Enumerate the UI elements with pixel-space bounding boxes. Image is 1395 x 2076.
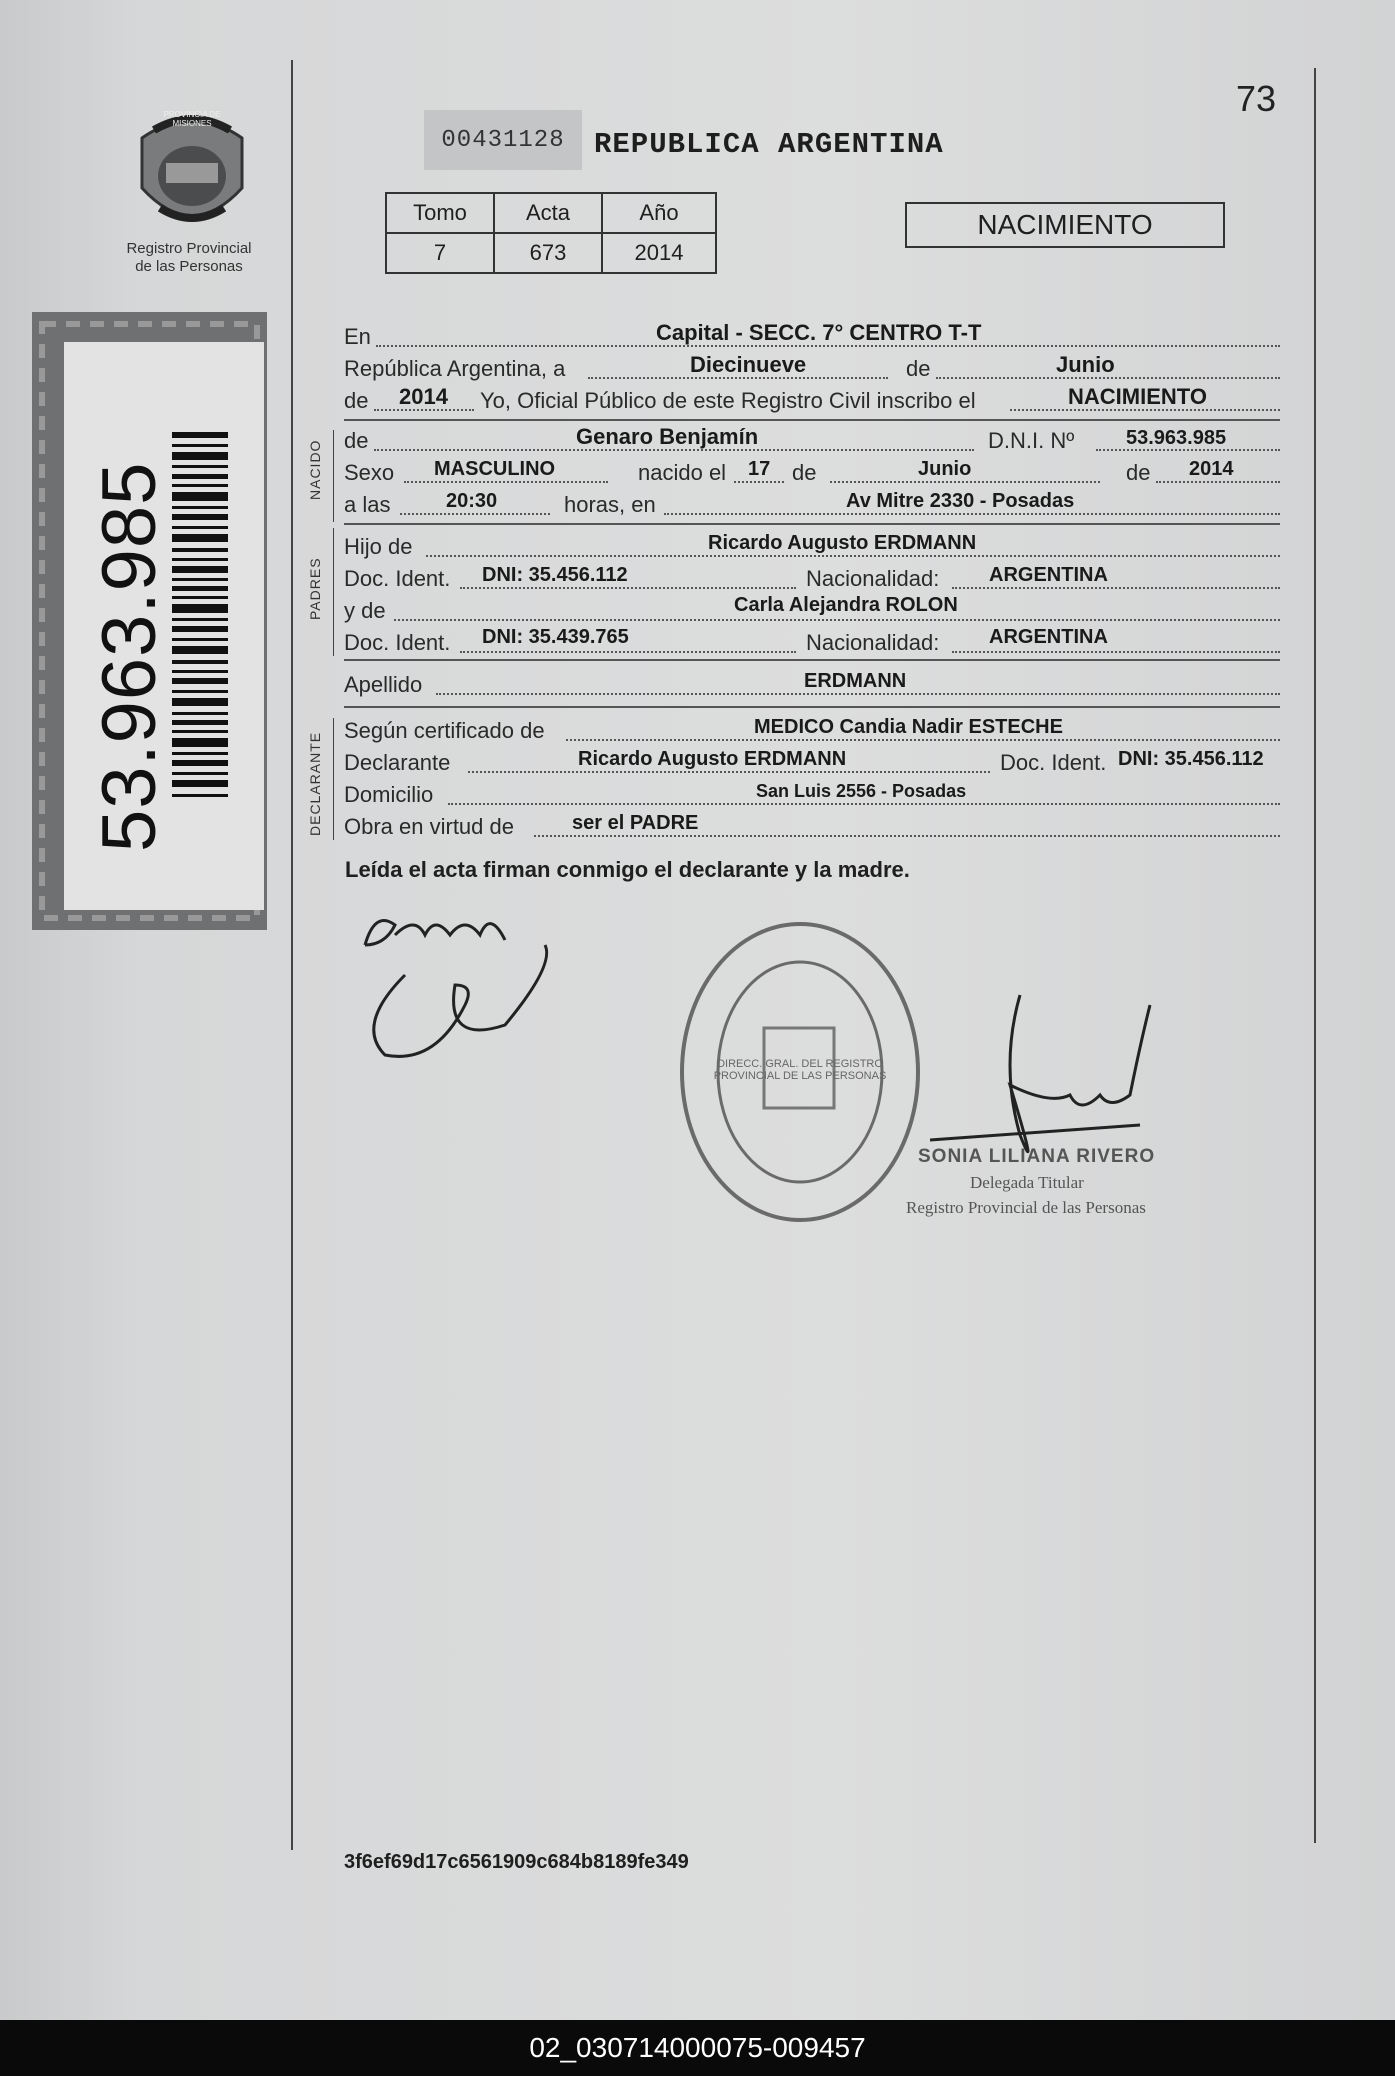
label-de-anio: de	[1126, 460, 1151, 485]
declarante-bracket	[333, 718, 334, 840]
row-padre	[344, 530, 1280, 560]
dotted-line	[460, 587, 796, 589]
label-obra: Obra en virtud de	[344, 814, 514, 839]
country-title: REPUBLICA ARGENTINA	[594, 128, 944, 161]
label-a-las: a las	[344, 492, 391, 517]
official-registry: Registro Provincial de las Personas	[906, 1198, 1146, 1217]
logo-caption	[104, 240, 274, 276]
registry-table-value-row	[386, 233, 716, 273]
label-doc-ident-2: Doc. Ident.	[344, 630, 451, 655]
id-sticker	[32, 312, 267, 930]
left-margin-line	[291, 60, 293, 1850]
label-doc-ident-3: Doc. Ident.	[1000, 750, 1107, 775]
separator	[344, 659, 1280, 661]
dotted-line	[1156, 481, 1280, 483]
col-tomo-header: Tomo	[386, 193, 494, 233]
section-nacido-label: NACIDO	[307, 439, 323, 500]
value-dia-inscripcion: Diecinueve	[690, 352, 807, 377]
stamp-number: 00431128	[424, 110, 582, 170]
label-dni-no: D.N.I. Nº	[988, 428, 1075, 453]
value-obra: ser el PADRE	[572, 812, 699, 834]
label-sexo: Sexo	[344, 460, 395, 485]
label-horas-en: horas, en	[564, 492, 656, 517]
footer-id: 02_030714000075-009457	[0, 2020, 1395, 2076]
official-title: Delegada Titular	[970, 1173, 1084, 1192]
row-fecha-inscripcion	[344, 352, 1280, 382]
logo-caption-line-2: de las Personas	[135, 258, 243, 275]
dotted-line	[400, 513, 550, 515]
row-nombre	[344, 424, 1280, 454]
reading-statement: Leída el acta firman conmigo el declarante y la madre.	[345, 857, 910, 882]
label-apellido: Apellido	[344, 672, 423, 697]
row-sexo	[344, 456, 1280, 486]
value-tipo: NACIMIENTO	[1068, 384, 1207, 409]
row-obra	[344, 810, 1280, 840]
value-nombre: Genaro Benjamín	[576, 424, 759, 449]
value-madre-nac: ARGENTINA	[989, 626, 1108, 648]
dotted-line	[394, 619, 1280, 621]
value-domicilio: San Luis 2556 - Posadas	[756, 781, 967, 801]
dotted-line	[534, 835, 1280, 837]
separator	[344, 706, 1280, 708]
dotted-line	[448, 803, 1280, 805]
dotted-line	[468, 771, 990, 773]
label-de: de	[906, 356, 931, 381]
official-seal	[676, 918, 924, 1226]
right-margin-line	[1314, 68, 1316, 1843]
label-en: En	[344, 324, 371, 349]
dotted-line	[830, 481, 1100, 483]
logo-caption-line-1: Registro Provincial	[126, 240, 252, 257]
row-madre	[344, 594, 1280, 624]
value-apellido: ERDMANN	[804, 670, 907, 692]
label-nacido-el: nacido el	[638, 460, 727, 485]
row-madre-doc	[344, 626, 1280, 656]
value-lugar-nac: Av Mitre 2330 - Posadas	[846, 490, 1075, 512]
label-nacionalidad-2: Nacionalidad:	[806, 630, 940, 655]
value-padre-dni: DNI: 35.456.112	[482, 564, 628, 586]
separator	[344, 419, 1280, 421]
value-dni: 53.963.985	[1126, 427, 1227, 449]
dotted-line	[734, 481, 784, 483]
label-yo: Yo, Oficial Público de este Registro Civil inscribo el	[480, 388, 976, 413]
nacido-bracket	[333, 430, 334, 522]
label-de-nacido: de	[344, 428, 369, 453]
label-segun: Según certificado de	[344, 718, 545, 743]
label-declarante: Declarante	[344, 750, 451, 775]
value-dia-nac: 17	[748, 458, 771, 480]
value-anio-nac: 2014	[1189, 458, 1234, 480]
value-madre-dni: DNI: 35.439.765	[482, 626, 629, 648]
row-apellido	[344, 668, 1280, 698]
tomo-value: 7	[386, 233, 494, 273]
dotted-line	[664, 513, 1280, 515]
page-number: 73	[1236, 78, 1277, 119]
anio-value: 2014	[602, 233, 716, 273]
value-declarante-dni: DNI: 35.456.112	[1118, 748, 1264, 770]
declarant-signature	[355, 905, 565, 1065]
label-republica: República Argentina, a	[344, 356, 566, 381]
label-de2: de	[344, 388, 369, 413]
col-acta-header: Acta	[494, 193, 602, 233]
value-lugar: Capital - SECC. 7° CENTRO T-T	[656, 320, 982, 345]
label-y-de: y de	[344, 598, 386, 623]
col-anio-header: Año	[602, 193, 716, 233]
value-hora: 20:30	[446, 490, 498, 512]
label-de-mes: de	[792, 460, 817, 485]
section-declarante-label: DECLARANTE	[307, 731, 323, 836]
row-domicilio	[344, 778, 1280, 808]
official-name: SONIA LILIANA RIVERO	[918, 1146, 1156, 1167]
label-hijo-de: Hijo de	[344, 534, 413, 559]
registry-table-header-row	[386, 193, 716, 233]
dotted-line	[426, 555, 1280, 557]
padres-bracket	[333, 528, 334, 656]
value-padre: Ricardo Augusto ERDMANN	[708, 532, 977, 554]
dotted-line	[404, 481, 608, 483]
label-doc-ident-1: Doc. Ident.	[344, 566, 451, 591]
acta-value: 673	[494, 233, 602, 273]
separator	[344, 523, 1280, 525]
section-padres-label: PADRES	[307, 557, 323, 620]
value-anio-inscripcion: 2014	[399, 384, 448, 409]
value-madre: Carla Alejandra ROLON	[734, 594, 958, 616]
document-hash: 3f6ef69d17c6561909c684b8189fe349	[344, 1851, 689, 1873]
value-mes-inscripcion: Junio	[1056, 352, 1115, 377]
row-certificado	[344, 714, 1280, 744]
sticker-number: 53.963.985	[87, 461, 172, 852]
dotted-line	[460, 651, 796, 653]
row-declarante	[344, 746, 1280, 776]
row-padre-doc	[344, 562, 1280, 592]
row-anio-inscripcion	[344, 384, 1280, 414]
logo-text: PROVINCIA DE MISIONES	[163, 110, 221, 128]
dotted-line	[436, 693, 1280, 695]
label-nacionalidad-1: Nacionalidad:	[806, 566, 940, 591]
dotted-line	[566, 739, 1280, 741]
dotted-line	[952, 587, 1280, 589]
value-sexo: MASCULINO	[434, 458, 556, 480]
value-declarante: Ricardo Augusto ERDMANN	[578, 748, 847, 770]
registry-table	[385, 192, 717, 274]
act-type-box: NACIMIENTO	[905, 202, 1225, 248]
seal-text: DIRECC. GRAL. DEL REGISTRO PROVINCIAL DE LAS PERSONAS	[713, 1058, 887, 1082]
row-lugar	[344, 320, 1280, 350]
row-hora-lugar	[344, 488, 1280, 518]
label-domicilio: Domicilio	[344, 782, 434, 807]
value-certificado: MEDICO Candia Nadir ESTECHE	[754, 716, 1063, 738]
value-padre-nac: ARGENTINA	[989, 564, 1108, 586]
value-mes-nac: Junio	[918, 458, 972, 480]
dotted-line	[952, 651, 1280, 653]
